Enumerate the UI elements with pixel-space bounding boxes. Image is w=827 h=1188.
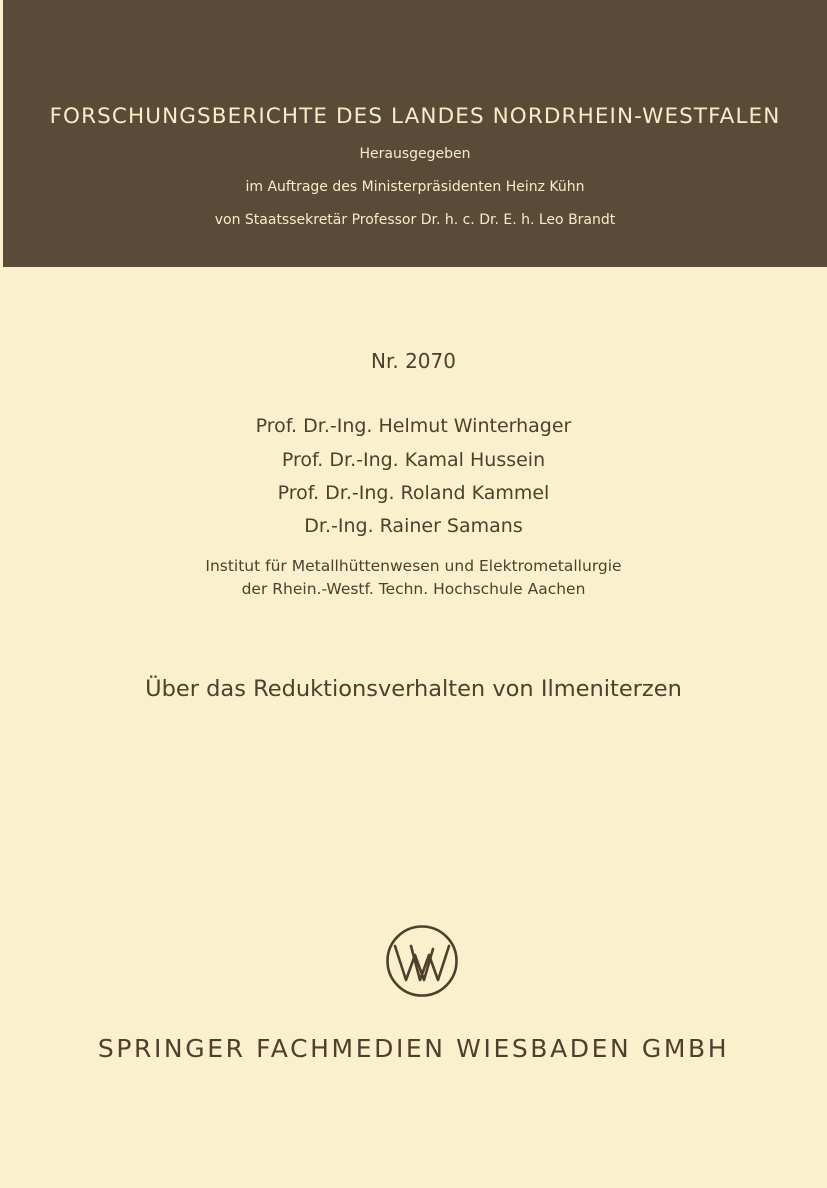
editor-line-2: im Auftrage des Ministerpräsidenten Heinz Kühn	[245, 179, 585, 195]
publisher-logo-icon	[385, 924, 459, 998]
editor-line-1: Herausgegeben	[359, 146, 471, 162]
editor-line-3: von Staatssekretär Professor Dr. h. c. Dr. E. h. Leo Brandt	[214, 212, 616, 228]
series-title: FORSCHUNGSBERICHTE DES LANDES NORDRHEIN-WESTFALEN	[49, 104, 781, 129]
publisher-name: SPRINGER FACHMEDIEN WIESBADEN GMBH	[97, 1034, 730, 1063]
author-3: Prof. Dr.-Ing. Roland Kammel	[277, 482, 550, 504]
author-2: Prof. Dr.-Ing. Kamal Hussein	[281, 449, 546, 471]
institute-line-2: der Rhein.-Westf. Techn. Hochschule Aachen	[241, 580, 586, 598]
author-4: Dr.-Ing. Rainer Samans	[304, 515, 523, 537]
report-number: Nr. 2070	[371, 349, 456, 373]
author-1: Prof. Dr.-Ing. Helmut Winterhager	[255, 415, 572, 437]
institute-line-1: Institut für Metallhüttenwesen und Elektrometallurgie	[205, 557, 622, 575]
book-title: Über das Reduktionsverhalten von Ilmeniterzen	[145, 676, 682, 702]
series-header-band	[3, 0, 827, 267]
